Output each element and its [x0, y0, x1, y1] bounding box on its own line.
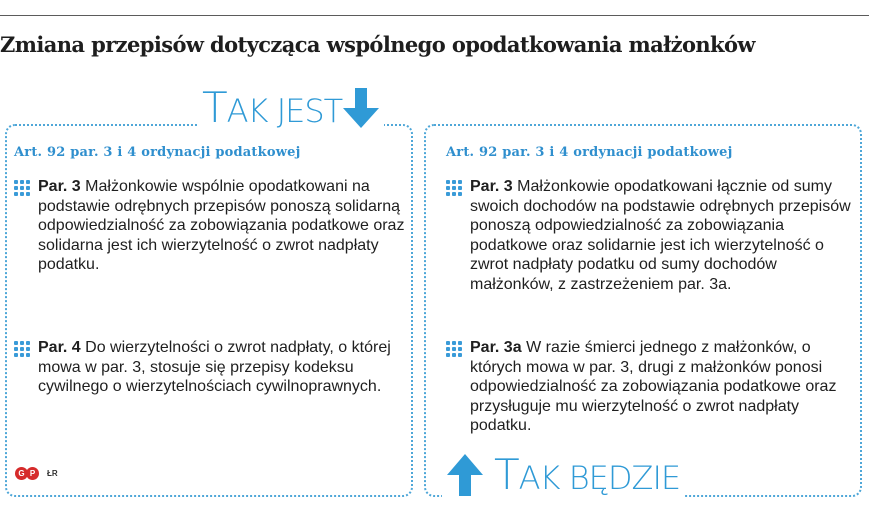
paragraph-item: [14, 338, 414, 397]
page-title: Zmiana przepisów dotycząca wspólnego opodatkowania małżonków: [0, 32, 755, 57]
dots-bullet-icon: [14, 341, 30, 355]
label-initial: T: [494, 450, 519, 499]
left-article-heading: Art. 92 par. 3 i 4 ordynacji podatkowej: [14, 145, 301, 160]
dots-bullet-icon: [14, 180, 30, 194]
arrow-up-icon: [446, 454, 484, 496]
current-law-label: [198, 84, 384, 132]
paragraph-ref: Par. 3a: [470, 339, 522, 356]
arrow-down-icon: [342, 88, 380, 128]
paragraph-item: [446, 177, 856, 294]
logo-mark-icon: P: [26, 467, 39, 480]
paragraph-text: Małżonkowie wspólnie opodatkowani na podstawie odrębnych przepisów ponoszą solidarną odpowiedzialność za zobowiązania podatkowe oraz solidarna jest ich wierzytelność o zwrot nadpłaty podatku.: [38, 178, 405, 273]
label-rest: AK BĘDZIE: [518, 459, 681, 497]
label-rest: AK JEST: [226, 92, 343, 130]
paragraph-text: Do wierzytelności o zwrot nadpłaty, o której mowa w par. 3, stosuje się przepisy kodeksu cywilnego o wierzytelnościach cywilnoprawnych.: [38, 339, 391, 395]
paragraph-text: Małżonkowie opodatkowani łącznie od sumy swoich dochodów na podstawie odrębnych przepisów ponoszą odpowiedzialność za zobowiązania podatkowe oraz solidarnie jest ich wierzytelność o zwrot nadpłaty podatku od sumy dochodów małżonków, z zastrzeżeniem par. 3a.: [470, 178, 851, 293]
label-initial: T: [202, 83, 227, 132]
paragraph-item: [14, 177, 414, 275]
paragraph-ref: Par. 3: [38, 178, 81, 195]
paragraph-ref: Par. 4: [38, 339, 81, 356]
logo-mark-icon: G: [15, 467, 28, 480]
future-law-label: [442, 447, 684, 503]
publisher-logo: [15, 467, 58, 480]
paragraph-item: [446, 338, 856, 436]
paragraph-ref: Par. 3: [470, 178, 513, 195]
right-article-heading: Art. 92 par. 3 i 4 ordynacji podatkowej: [446, 145, 733, 160]
top-rule: [0, 15, 869, 16]
author-credit: ŁR: [47, 469, 58, 478]
paragraph-text: W razie śmierci jednego z małżonków, o których mowa w par. 3, drugi z małżonków ponosi odpowiedzialność za zobowiązania podatkowe oraz przysługuje mu wierzytelność o zwrot nadpłaty podatku.: [470, 339, 837, 434]
dots-bullet-icon: [446, 341, 462, 355]
dots-bullet-icon: [446, 180, 462, 194]
